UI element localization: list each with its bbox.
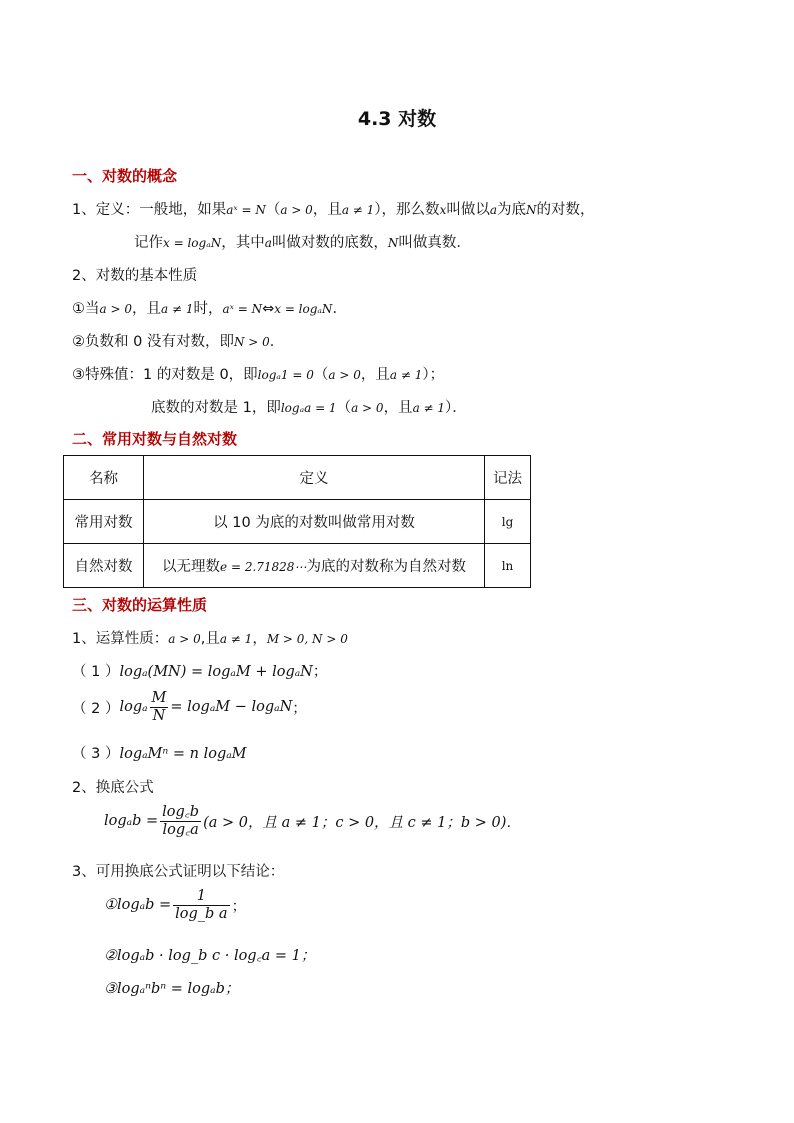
property-1-exp-form: aˣ = N (222, 302, 263, 316)
comma-and: ，且 (131, 301, 161, 317)
definition-equation: aˣ = N (226, 203, 266, 217)
iff-symbol: ⇔ (262, 301, 275, 317)
rules-intro (72, 627, 348, 648)
corollary-1-fraction (173, 888, 229, 922)
property-2-inequality: N > 0 (233, 335, 270, 349)
corollary-3: ③logₐⁿbⁿ = logₐb； (104, 981, 240, 997)
basic-properties-heading: 2、对数的基本性质 (72, 268, 198, 284)
rule-label: （ 3 ） (72, 746, 120, 762)
rule-1 (72, 660, 327, 681)
rules-intro-prefix: 1、运算性质： (72, 631, 169, 647)
property-3-equation: logₐ1 = 0 (257, 368, 314, 382)
table-row (64, 544, 531, 588)
fraction-numerator: 1 (173, 888, 229, 906)
notation-prefix: 记作 (134, 235, 163, 251)
property-3-end: ）； (422, 367, 445, 383)
variable-N: N (387, 236, 399, 250)
property-3 (72, 363, 444, 384)
definition-prefix: 1、定义：一般地，如果 (72, 202, 227, 218)
variable-N: N (526, 203, 537, 217)
property-4-end: ）． (445, 400, 467, 416)
semicolon: ； (231, 898, 247, 915)
condition-a-positive: a > 0 (351, 401, 384, 415)
table-header-cell: 名称 (64, 456, 144, 500)
notation-mid2: 叫做对数的底数， (271, 235, 388, 251)
corollary-1-lhs: ①logₐb = (104, 897, 172, 914)
definition-mid: ），那么数 (374, 202, 440, 218)
property-1-log-form: x = logₐN (274, 302, 333, 316)
fraction-denominator: N (152, 707, 166, 724)
definition-end: 的对数， (536, 202, 595, 218)
rule-2-rhs: = logₐM − logₐN (170, 699, 293, 716)
e-value: e = 2.71828⋯ (220, 560, 307, 574)
condition-a-not-one: a ≠ 1 (219, 632, 253, 646)
variable-a: a (489, 203, 497, 217)
section-heading-concept: 一、对数的概念 (72, 167, 178, 185)
semicolon: ； (292, 700, 307, 717)
section-heading-operations: 三、对数的运算性质 (72, 596, 208, 614)
rule-label: （ 1 ） (72, 664, 120, 680)
definition-line (72, 198, 595, 219)
fraction-denominator: log꜀a (162, 821, 199, 838)
rule-2 (72, 690, 307, 724)
fraction-numerator: log꜀b (162, 804, 200, 820)
change-of-base-fraction (160, 804, 201, 838)
definition-prefix: 以无理数 (162, 559, 221, 575)
table-header-cell: 定义 (144, 456, 485, 500)
corollary-1 (104, 888, 246, 922)
change-of-base-conditions: (a > 0，且 a ≠ 1；c > 0，且 c ≠ 1；b > 0)． (203, 814, 521, 831)
property-1 (72, 297, 347, 318)
table-header-row (64, 456, 531, 500)
property-3-prefix: ③特殊值：1 的对数是 0，即 (72, 367, 258, 383)
comma-and: ，且 (383, 400, 413, 416)
period: ． (269, 334, 285, 350)
definition-mid3: 为底 (497, 202, 526, 218)
change-of-base-lhs: logₐb = (104, 813, 159, 830)
property-1-when: 时， (193, 301, 223, 317)
notation-mid: ，其中 (221, 235, 265, 251)
period: ． (332, 301, 347, 317)
paren-open: （ (265, 202, 281, 218)
table-cell-name: 常用对数 (64, 500, 144, 544)
notation-equation: x = logₐN (163, 236, 222, 250)
property-4-equation: logₐa = 1 (280, 401, 337, 415)
table-row (64, 500, 531, 544)
condition-a-positive: a > 0 (168, 632, 201, 646)
table-header-cell: 记法 (485, 456, 531, 500)
comma-and: ，且 (312, 202, 342, 218)
property-1-prefix: ①当 (72, 301, 100, 317)
notation-line (134, 231, 471, 252)
change-of-base-heading: 2、换底公式 (72, 780, 154, 796)
table-cell-notation: lg (485, 500, 531, 544)
fraction-denominator: log_b a (175, 905, 228, 922)
definition-suffix: 为底的对数称为自然对数 (306, 559, 466, 575)
property-2 (72, 330, 284, 351)
comma-and: ，且 (360, 367, 390, 383)
condition-M-N-positive: M > 0, N > 0 (266, 632, 348, 646)
rule-3-formula: logₐMⁿ = n logₐM (119, 746, 247, 762)
table-cell-notation: ln (485, 544, 531, 588)
condition-a-positive: a > 0 (280, 203, 313, 217)
definition-mid2: 叫做以 (446, 202, 490, 218)
comma: ， (252, 631, 267, 647)
comma-and: ,且 (200, 631, 220, 647)
rule-2-log: logₐ (119, 699, 148, 716)
property-4-prefix: 底数的对数是 1，即 (151, 400, 281, 416)
fraction-M-over-N (150, 690, 169, 724)
property-2-prefix: ②负数和 0 没有对数，即 (72, 334, 234, 350)
condition-a-not-one: a ≠ 1 (341, 203, 375, 217)
section-heading-common-natural: 二、常用对数与自然对数 (72, 430, 238, 448)
rule-1-formula: logₐ(MN) = logₐM + logₐN (119, 664, 313, 680)
condition-a-not-one: a ≠ 1 (412, 401, 446, 415)
paren-open: （ (313, 367, 329, 383)
table-cell-definition: 以 10 为底的对数叫做常用对数 (144, 500, 485, 544)
corollary-2: ②logₐb · log_b c · log꜀a = 1； (104, 948, 316, 964)
fraction-numerator: M (151, 690, 167, 706)
condition-a-positive: a > 0 (99, 302, 132, 316)
corollaries-heading: 3、可用换底公式证明以下结论： (72, 864, 285, 880)
page-title: 4.3 对数 (357, 108, 437, 130)
rule-3 (72, 742, 247, 763)
change-of-base-formula (104, 804, 521, 838)
property-4 (151, 396, 467, 417)
table-cell-definition (144, 544, 485, 588)
notation-end: 叫做真数． (398, 235, 471, 251)
paren-open: （ (336, 400, 352, 416)
variable-x: x (439, 203, 447, 217)
table-cell-name: 自然对数 (64, 544, 144, 588)
condition-a-positive: a > 0 (328, 368, 361, 382)
condition-a-not-one: a ≠ 1 (160, 302, 194, 316)
rule-label: （ 2 ） (72, 700, 120, 717)
semicolon: ； (312, 664, 328, 680)
condition-a-not-one: a ≠ 1 (389, 368, 423, 382)
log-types-table (63, 455, 531, 588)
variable-a: a (264, 236, 272, 250)
